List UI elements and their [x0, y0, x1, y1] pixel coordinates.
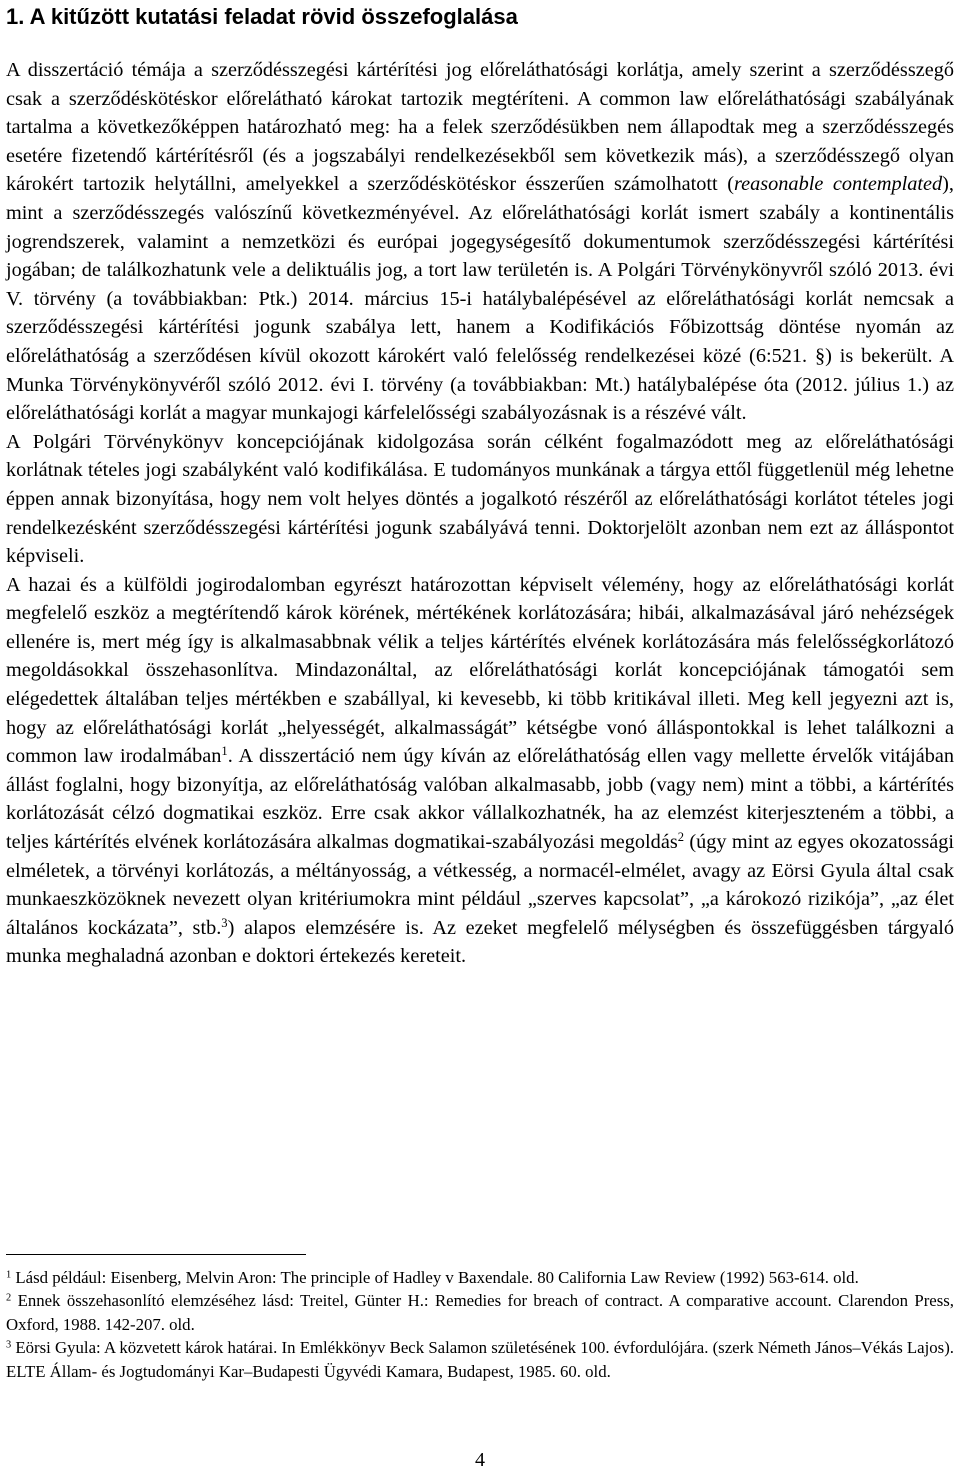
footnote-number: 3 [6, 1339, 12, 1351]
body-text [6, 56, 954, 971]
footnote-number: 1 [6, 1269, 12, 1281]
paragraph-1-text-a: A disszertáció témája a szerződésszegési kártérítési jog előreláthatósági korlátja, amely szerint a szerződésszegő csak a szerződéskötéskor előrelátható károkat tartozik megtéríteni. A common law előreláthatósági szabályának tartalma a következőképpen határozható meg: ha a felek szerződésükben nem állapodtak meg a szerződésszegés esetére fizetendő kártérítésről (és a jogszabályi rendelkezésekből sem következik más), a szerződésszegő olyan károkért tartozik helytállni, amelyekkel a szerződéskötéskor ésszerűen számolhatott ( [6, 59, 954, 196]
section-heading: 1. A kitűzött kutatási feladat rövid összefoglalása [6, 4, 518, 29]
paragraph-3-text-a: A hazai és a külföldi jogirodalomban egyrészt határozottan képviselt vélemény, hogy az előreláthatósági korlát megfelelő eszköz a megtérítendő károk körének, mértékének korlátozására; hibái, alkalmazásával járó nehézségek ellenére is, mert még így is alkalmasabbnak vélik a teljes kártérítés elvének korlátozására más felelősségkorlátozó megoldásokkal összehasonlítva. Mindazonáltal, az előreláthatósági korlát koncepciójának támogatói sem elégedettek általában teljes mértékben e szabállyal, ki kevesebb, ki több kritikával illeti. Meg kell jegyezni azt is, hogy az előreláthatósági korlát „helyességét, alkalmasságát” kétségbe vonó álláspontokkal is lehet találkozni a common law irodalmában [6, 573, 954, 768]
footnote-ref-2[interactable]: 2 [677, 830, 685, 845]
footnote-ref-3[interactable]: 3 [221, 915, 228, 930]
paragraph-3-text-b: . A disszertáció nem úgy kíván az előreláthatóság ellen vagy mellette érvelők vitájában állást foglalni, hogy bizonyítja, az előreláthatóság valóban alkalmasabb, jobb (vagy nem) mint a többi, a kártérítés korlátozását célzó dogmatikai eszköz. Erre csak akkor vállalkozhatnék, ha az elemzést kiterjeszteném a többi, a teljes kártérítés elvének korlátozására alkalmas dogmatikai-szabályozási megoldás [6, 745, 955, 854]
footnotes [6, 1266, 954, 1383]
paragraph-1-text-b: ), mint a szerződésszegés valószínű következményével. Az előreláthatósági korlát ismert szabály a kontinentális jogrendszerek, valamint a nemzetközi és európai jogegységesítő dokumentumok szerződésszegési kártérítési jogában; de találkozhatunk vele a deliktuális jog, a tort law területén is. A Polgári Törvénykönyvről szóló 2013. évi V. törvény (a továbbiakban: Ptk.) 2014. március 15-i hatálybalépésével az előreláthatósági korlát nemcsak a szerződésszegési kártérítési jogunk szabálya lett, hanem a Kodifikációs Főbizottság döntése nyomán az előreláthatóság a szerződésen kívül okozott károkért való felelősség rendelkezései közé (6:521. §) is bekerült. A Munka Törvénykönyvéről szóló 2012. évi I. törvény (a továbbiakban: Mt.) hatálybalépése óta (2012. július 1.) az előreláthatósági korlát a magyar munkajogi kárfelelősségi szabályozásnak is a részévé vált. [6, 173, 954, 425]
paragraph-3-text-c: (úgy mint az egyes okozatossági elméletek, a törvényi korlátozás, a méltányosság, a vétkesség, a normacél-elmélet, avagy az Eörsi Gyula által csak munkaeszközöknek nevezett olyan kritériumokra mint például „szerves kapcsolat”, „a károkozó rizikója”, „az élet általános kockázata”, stb. [6, 831, 954, 939]
footnote-3 [6, 1336, 954, 1383]
footnote-ref-1[interactable]: 1 [221, 744, 228, 759]
page-number: 4 [475, 1449, 485, 1471]
paragraph-2: A Polgári Törvénykönyv koncepciójának kidolgozása során célként fogalmazódott meg az előreláthatósági korlátnak tételes jogi szabályként való kodifikálása. E tudományos munkának a tárgya ettől függetlenül még lehetne éppen annak bizonyítása, hogy nem volt helyes döntés a jogalkotó részéről az előreláthatósági korlátot tételes jogi rendelkezésként szerződésszegési kártérítési jogunk szabályává tenni. Doktorjelölt azonban nem ezt az álláspontot képviseli. [6, 430, 954, 568]
footnote-text: Lásd például: Eisenberg, Melvin Aron: The principle of Hadley v Baxendale. 80 California Law Review (1992) 563-614. old. [15, 1268, 859, 1287]
footnote-separator [6, 1254, 306, 1255]
paragraph-3 [6, 571, 954, 971]
footnote-number: 2 [6, 1292, 12, 1304]
document-page [6, 0, 954, 1480]
paragraph-1-italic-term: reasonable contemplated [733, 173, 943, 196]
footnote-text: Ennek összehasonlító elemzéséhez lásd: Treitel, Günter H.: Remedies for breach of contract. A comparative account. Clarendon Press, Oxford, 1988. 142-207. old. [6, 1291, 954, 1334]
footnote-2 [6, 1289, 954, 1336]
footnote-1 [6, 1266, 954, 1289]
paragraph-1 [6, 56, 954, 428]
footnote-text: Eörsi Gyula: A közvetett károk határai. In Emlékkönyv Beck Salamon születésének 100. évfordulójára. (szerk Németh János–Vékás Lajos). ELTE Állam- és Jogtudományi Kar–Budapesti Ügyvédi Kamara, Budapest, 1985. 60. old. [6, 1338, 954, 1381]
paragraph-3-text-d: ) alapos elemzésére is. Az ezeket megfelelő mélységben és összefüggésben tárgyaló munka meghaladná azonban e doktori értekezés kereteit. [6, 916, 954, 968]
